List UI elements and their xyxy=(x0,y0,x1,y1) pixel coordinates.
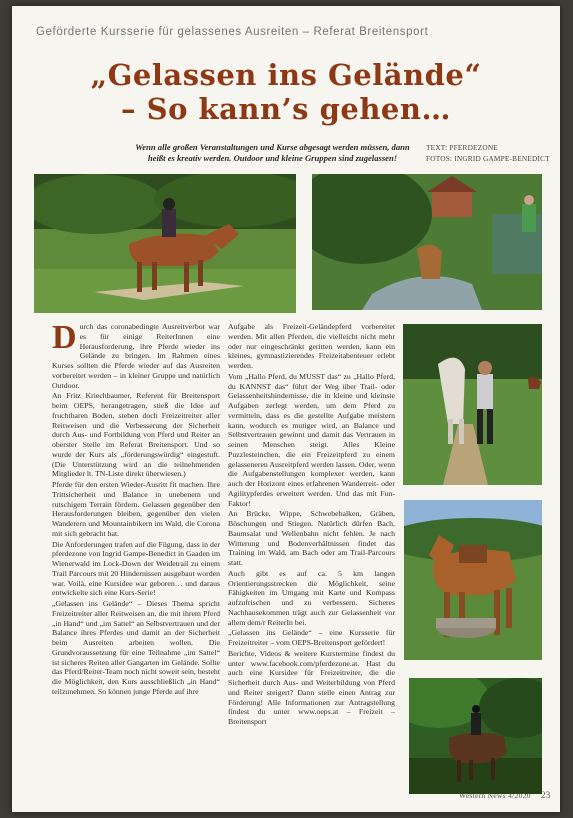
article-column-2 xyxy=(228,322,395,798)
photo-rider-trail xyxy=(34,174,296,313)
text-credit: TEXT: PFERDEZONE xyxy=(426,143,498,152)
lead-paragraph: Wenn alle großen Veranstaltungen und Kurse abgesagt werden müssen, dann heißt es kreativ werden. Outdoor und kleine Gruppen sind zugelassen! xyxy=(135,142,410,163)
photo-horse-stream xyxy=(312,174,542,310)
magazine-page xyxy=(12,6,560,812)
section-kicker: Geförderte Kursserie für gelassenes Ausreiten – Referat Breitensport xyxy=(36,26,429,38)
drop-cap: D xyxy=(52,322,77,356)
photo-forest-ride xyxy=(409,678,542,794)
article-column-1 xyxy=(52,322,220,778)
article-paragraph: „Gelassen ins Gelände“ – eine Kursserie für Freizeitreiter – vom OEPS-Breitensport gefördert! xyxy=(228,628,395,647)
article-paragraph: Auch gibt es auf ca. 5 km langen Orientierungsstrecken die Möglichkeit, seine Fähigkeiten im Umgang mit Karte und Kompass aufzufrischen und zu verbessern. Sicheres Nachhausekommen trägt auch zur Gelassenheit vor allem dem/r ReiterIn bei. xyxy=(228,568,395,627)
article-paragraph: Pferde für den ersten Wieder-Ausritt fit machen. Ihre Trittsicherheit und Balance in unebenem und rutschigem Terrain fördern. Gelassen gegenüber den Herausforderungen bleiben, gegenüber den vielen Wanderern und Mountainbikern im Wald, die Corona mit sich gebracht hat. xyxy=(52,480,220,538)
article-paragraph: Berichte, Videos & weitere Kurstermine findest du unter www.facebook.com/pferdezone.at. Hast du auch eine Kursidee für Freizeitreiter, die die Sicherheit durch Aus- und Weiterbildung von Pferd und Reiter steigert? Dann stelle einen Antrag zur Förderung! Alle Informationen zur Antragstellung findest du unter www.oeps.at – Freizeit – Breitensport xyxy=(228,648,395,726)
article-paragraph: Vom „Hallo Pferd, du MUSST das“ zu „Hallo Pferd, du KANNST das“ führt der Weg über Trail- oder Gelassenheitshindernisse, die in kleine und kleinste Aufgaben zerlegt werden, um dem Pferd zu vermitteln, dass es die gestellte Aufgabe meistern kann, wodurch es mutiger wird, an Balance und Selbstvertrauen gewinnt und damit das Vertrauen in seinen Menschen steigt. Alles Kleine Puzzlesteinchen, die ein Freizeitpferd zu einem gelasseneren Ausreitpferd werden lassen. Oder, wenn die Aufgabenstellungen komplexer werden, kann auch der Horizont eines erfahrenen Wanderreit- oder Agilitypferdes erweitert werden. Und das mit Fun-Faktor! xyxy=(228,371,395,508)
photo-grey-horse-bridge xyxy=(403,324,542,485)
page-number: 23 xyxy=(540,790,551,800)
article-paragraph: An Brücke, Wippe, Schwebebalken, Gräben, Böschungen und Stiegen. Natürlich dürfen Bach, Baumsalat und Wellenbahn nicht fehlen. Je nach Witterung und Bodenverhältnissen findet das Training im Wald, am Bach oder am Trail-Parcours statt. xyxy=(228,509,395,567)
article-paragraph: Die Anforderungen trafen auf die Fügung, dass in der pferdezone von Ingrid Gampe-Benedict in Gaaden im Wienerwald im Lock-Down der Weidetrail zu einem Trail Parcours mit 20 Hindernissen ausgebaut worden war. Voilà, eine Kursidee war geboren… und daraus entwickelte sich eine Kurs-Serie! xyxy=(52,539,220,598)
article-paragraph: An Fritz Kriechbaumer, Referent für Breitensport beim OEPS, herangetragen, stieß die Idee auf fruchtbaren Boden, stehen doch Freizeitreiter aller Reitweisen und die Verbesserung der Sicherheit durch Aus- und Fortbildung von Pferd und Reiter an oberster Stelle im Referat Breitensport. Und so wurde der Kurs als „förderungswürdig“ eingestuft. (Die Unterstützung wird an die teilnehmenden Mitglieder lt. TN-Liste direkt überwiesen.) xyxy=(52,391,220,479)
page-footer xyxy=(459,790,551,800)
credits xyxy=(426,142,556,164)
article-paragraph: Aufgabe als Freizeit-Geländepferd vorbereitet werden. Mit allen Pferden, die vielleicht nicht mehr oder nur eingeschränkt geritten werden, kann ein kleines, gymnastizierendes Freizeitabenteuer erlebt werden. xyxy=(228,322,395,370)
magazine-issue: Western News 4/2020 xyxy=(459,791,531,800)
headline-line-1: „Gelassen ins Gelände“ xyxy=(90,58,482,92)
photo-horse-stump xyxy=(404,500,542,660)
headline-line-2: – So kann’s gehen… xyxy=(121,92,451,126)
photo-credit: FOTOS: INGRID GAMPE-BENEDICT xyxy=(426,154,550,163)
article-paragraph: „Gelassen ins Gelände“ – Dieses Thema spricht Freizeitreiter aller Reitweisen an, die mit ihrem Pferd „in Hand“ und „im Sattel“ an Selbstvertrauen und der Balance ihres Pferdes und damit an der Sicherheit beim Ausreiten arbeiten wollen. Die Grundvoraussetzung für eine Teilnahme „im Sattel“ ist sicheres Reiten aller Gangarten im Gelände. Sollte das Pferd/Reiter-Team noch nicht soweit sein, besteht die Möglichkeit, den Kurs ausschließlich „in Hand“ teilzunehmen. So können junge Pferde auf ihre xyxy=(52,599,220,696)
article-paragraph: Durch das coronabedingte Ausreitverbot war es für einige ReiterInnen eine Herausforderung, ihre Pferde wieder ins Gelände zu bringen. Im Rahmen eines Kurses sollten die Pferde wieder auf das Ausreiten vorbereitet werden – in kleiner Gruppe und natürlich Outdoor. xyxy=(52,322,220,390)
